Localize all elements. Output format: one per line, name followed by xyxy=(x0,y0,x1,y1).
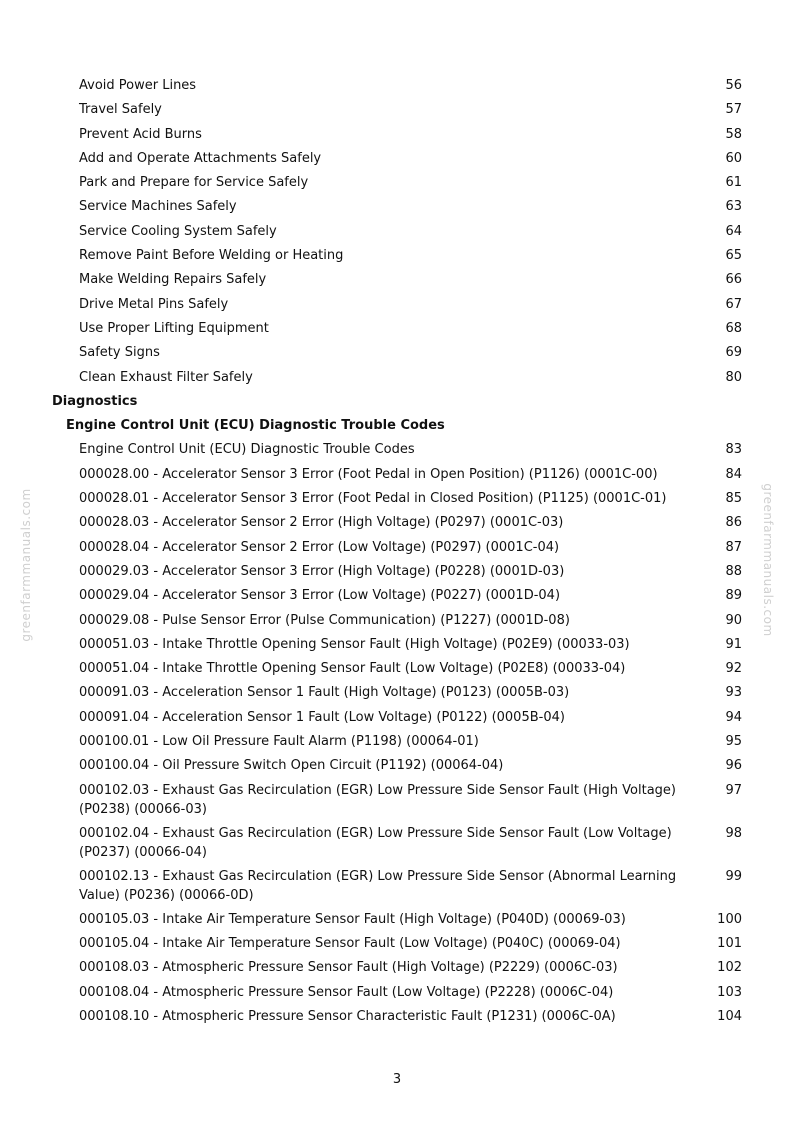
toc-entry[interactable] xyxy=(0,910,794,934)
toc-entry[interactable] xyxy=(0,732,794,756)
toc-entry-page: 92 xyxy=(725,661,742,677)
toc-entry-title: 000102.03 - Exhaust Gas Recirculation (EGR) Low Pressure Side Sensor Fault (High Voltage) (P0238) (00066-03) xyxy=(79,782,676,817)
toc-entry-page: 67 xyxy=(725,296,742,312)
toc-entry-title: 000028.04 - Accelerator Sensor 2 Error (Low Voltage) (P0297) (0001C-04) xyxy=(79,539,560,555)
toc-entry[interactable] xyxy=(0,659,794,683)
toc-entry-title: 000029.03 - Accelerator Sensor 3 Error (High Voltage) (P0228) (0001D-03) xyxy=(79,563,565,579)
toc-entry-title: Remove Paint Before Welding or Heating xyxy=(79,248,344,264)
toc-entry-title: 000051.03 - Intake Throttle Opening Sensor Fault (High Voltage) (P02E9) (00033-03) xyxy=(79,636,630,652)
toc-entry-title: Engine Control Unit (ECU) Diagnostic Trouble Codes xyxy=(79,442,415,458)
toc-entry-title: 000029.08 - Pulse Sensor Error (Pulse Communication) (P1227) (0001D-08) xyxy=(79,612,570,628)
toc-entry[interactable] xyxy=(0,246,794,270)
toc-entry[interactable] xyxy=(0,824,794,867)
toc-entry-page: 84 xyxy=(725,466,742,482)
toc-entry-page: 60 xyxy=(725,150,742,166)
toc-entry-title: 000028.01 - Accelerator Sensor 3 Error (Foot Pedal in Closed Position) (P1125) (0001C-01) xyxy=(79,491,667,507)
toc-entry[interactable] xyxy=(0,125,794,149)
toc-entry[interactable] xyxy=(0,343,794,367)
toc-entry-page: 93 xyxy=(725,685,742,701)
toc-entry-title: Park and Prepare for Service Safely xyxy=(79,175,309,191)
toc-entry-title: Avoid Power Lines xyxy=(79,78,197,93)
toc-entry-page: 58 xyxy=(725,126,742,142)
toc-entry[interactable] xyxy=(0,562,794,586)
toc-entry[interactable] xyxy=(0,173,794,197)
subsection-title: Engine Control Unit (ECU) Diagnostic Trouble Codes xyxy=(66,418,445,434)
toc-entry-title: 000108.04 - Atmospheric Pressure Sensor Fault (Low Voltage) (P2228) (0006C-04) xyxy=(79,984,614,1000)
toc-entry-page: 80 xyxy=(725,369,742,385)
toc-entry[interactable] xyxy=(0,683,794,707)
toc-entry-page: 69 xyxy=(725,345,742,361)
toc-entry[interactable] xyxy=(0,368,794,392)
toc-entry-page: 65 xyxy=(725,248,742,264)
toc-entry[interactable] xyxy=(0,934,794,958)
toc-entry-page: 103 xyxy=(717,984,742,1000)
toc-entry-title: 000028.03 - Accelerator Sensor 2 Error (High Voltage) (P0297) (0001C-03) xyxy=(79,515,564,531)
toc-entry[interactable] xyxy=(0,270,794,294)
table-of-contents xyxy=(0,76,794,1031)
toc-entry-title: 000091.03 - Acceleration Sensor 1 Fault (High Voltage) (P0123) (0005B-03) xyxy=(79,685,570,701)
toc-entry-title: 000051.04 - Intake Throttle Opening Sensor Fault (Low Voltage) (P02E8) (00033-04) xyxy=(79,661,626,677)
section-title: Diagnostics xyxy=(52,393,138,409)
toc-entry-page: 88 xyxy=(725,563,742,579)
toc-entry[interactable] xyxy=(0,756,794,780)
toc-entry[interactable] xyxy=(0,513,794,537)
toc-entry[interactable] xyxy=(0,100,794,124)
toc-entry-page: 94 xyxy=(725,709,742,725)
toc-entry-page: 87 xyxy=(725,539,742,555)
toc-entry-page: 98 xyxy=(725,825,742,841)
toc-entry-page: 90 xyxy=(725,612,742,628)
toc-entry-title: 000091.04 - Acceleration Sensor 1 Fault (Low Voltage) (P0122) (0005B-04) xyxy=(79,709,565,725)
toc-entry[interactable] xyxy=(0,781,794,824)
toc-entry-page: 104 xyxy=(717,1008,742,1024)
subsection-heading[interactable] xyxy=(0,416,794,440)
toc-entry[interactable] xyxy=(0,319,794,343)
toc-entry[interactable] xyxy=(0,489,794,513)
toc-entry-title: Use Proper Lifting Equipment xyxy=(79,320,269,336)
toc-entry-title: Travel Safely xyxy=(79,102,162,118)
toc-entry-title: 000100.04 - Oil Pressure Switch Open Circuit (P1192) (00064-04) xyxy=(79,758,504,774)
toc-entry-page: 64 xyxy=(725,223,742,239)
toc-entry-title: Service Cooling System Safely xyxy=(79,223,277,239)
toc-entry[interactable] xyxy=(0,440,794,464)
toc-entry-page: 63 xyxy=(725,199,742,215)
toc-entry[interactable] xyxy=(0,149,794,173)
watermark-left: greenfarmmanuals.com xyxy=(19,488,33,642)
page-number: 3 xyxy=(392,1072,402,1087)
toc-entry-title: 000029.04 - Accelerator Sensor 3 Error (Low Voltage) (P0227) (0001D-04) xyxy=(79,588,561,604)
watermark-right: greenfarmmanuals.com xyxy=(761,483,775,637)
toc-entry[interactable] xyxy=(0,635,794,659)
toc-entry-page: 66 xyxy=(725,272,742,288)
toc-entry-title: Service Machines Safely xyxy=(79,199,237,215)
toc-entry-page: 96 xyxy=(725,758,742,774)
section-heading[interactable] xyxy=(0,392,794,416)
toc-entry[interactable] xyxy=(0,222,794,246)
toc-entry-page: 61 xyxy=(725,175,742,191)
toc-entry[interactable] xyxy=(0,1007,794,1031)
toc-entry[interactable] xyxy=(0,708,794,732)
toc-entry-page: 86 xyxy=(725,515,742,531)
toc-entry[interactable] xyxy=(0,983,794,1007)
toc-entry-page: 101 xyxy=(717,935,742,951)
toc-entry-page: 85 xyxy=(725,491,742,507)
diagnostic-entries-list xyxy=(0,440,794,1031)
toc-entry[interactable] xyxy=(0,76,794,100)
toc-entry-title: Prevent Acid Burns xyxy=(79,126,202,142)
safety-entries-list xyxy=(0,76,794,392)
toc-entry-title: 000108.10 - Atmospheric Pressure Sensor Characteristic Fault (P1231) (0006C-0A) xyxy=(79,1008,616,1024)
toc-entry-page: 102 xyxy=(717,960,742,976)
toc-entry-page: 83 xyxy=(725,442,742,458)
toc-entry[interactable] xyxy=(0,611,794,635)
toc-entry-title: 000028.00 - Accelerator Sensor 3 Error (Foot Pedal in Open Position) (P1126) (0001C-00) xyxy=(79,466,658,482)
toc-entry-title: Clean Exhaust Filter Safely xyxy=(79,369,253,385)
toc-entry-title: 000105.04 - Intake Air Temperature Sensor Fault (Low Voltage) (P040C) (00069-04) xyxy=(79,935,621,951)
toc-entry-title: 000100.01 - Low Oil Pressure Fault Alarm (P1198) (00064-01) xyxy=(79,734,479,750)
toc-entry-page: 99 xyxy=(725,868,742,884)
toc-entry[interactable] xyxy=(0,295,794,319)
toc-entry[interactable] xyxy=(0,586,794,610)
toc-entry[interactable] xyxy=(0,867,794,910)
toc-entry[interactable] xyxy=(0,538,794,562)
toc-entry-title: 000105.03 - Intake Air Temperature Sensor Fault (High Voltage) (P040D) (00069-03) xyxy=(79,911,626,927)
toc-entry-title: 000108.03 - Atmospheric Pressure Sensor Fault (High Voltage) (P2229) (0006C-03) xyxy=(79,960,618,976)
toc-entry-page: 95 xyxy=(725,734,742,750)
toc-entry-page: 91 xyxy=(725,636,742,652)
toc-entry-page: 68 xyxy=(725,320,742,336)
toc-entry-page: 57 xyxy=(725,102,742,118)
toc-entry-title: 000102.04 - Exhaust Gas Recirculation (EGR) Low Pressure Side Sensor Fault (Low Voltage) (P0237) (00066-04) xyxy=(79,825,672,860)
toc-entry-page: 97 xyxy=(725,782,742,798)
toc-entry-page: 100 xyxy=(717,911,742,927)
toc-entry-page: 89 xyxy=(725,588,742,604)
toc-entry-title: Add and Operate Attachments Safely xyxy=(79,150,322,166)
toc-entry[interactable] xyxy=(0,465,794,489)
toc-entry-title: Safety Signs xyxy=(79,345,160,361)
toc-entry-title: Drive Metal Pins Safely xyxy=(79,296,229,312)
toc-entry-page: 56 xyxy=(725,78,742,93)
toc-entry[interactable] xyxy=(0,958,794,982)
toc-entry-title: Make Welding Repairs Safely xyxy=(79,272,267,288)
toc-entry[interactable] xyxy=(0,197,794,221)
toc-entry-title: 000102.13 - Exhaust Gas Recirculation (EGR) Low Pressure Side Sensor (Abnormal Learning Value) (P0236) (00066-0D) xyxy=(79,868,677,903)
